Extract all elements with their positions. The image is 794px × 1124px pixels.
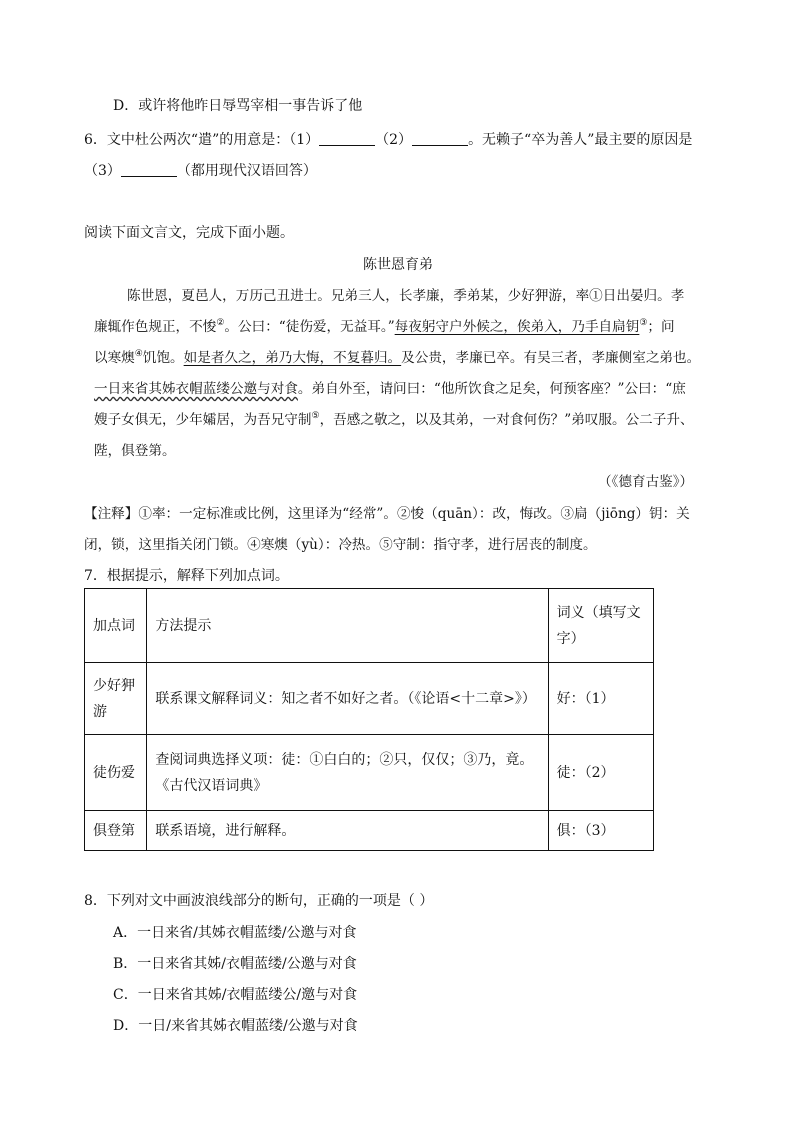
reading-instruction: 阅读下面文言文，完成下面小题。 [84, 225, 294, 241]
q7-table [84, 588, 654, 851]
passage-line-2 [94, 318, 675, 336]
word-cell: 少好狎游 [85, 663, 147, 735]
hint-cell: 联系课文解释词义：知之者不如好之者。（《论语<十二章>》） [147, 663, 548, 735]
annotation-line-2: 闭，锁，这里指关闭门锁。④寒燠（yù）：冷热。⑤守制：指守孝，进行居丧的制度。 [84, 537, 597, 553]
passage-text: ，吾感之敬之，以及其弟，一对食何伤？”弟叹服。公二子升、 [319, 412, 694, 428]
table-row [85, 735, 654, 811]
table-header-row [85, 589, 654, 663]
header-cell: 词义（填写文字） [548, 589, 653, 663]
q5-option-d: D．或许将他昨日辱骂宰相一事告诉了他 [113, 98, 363, 114]
q8-option-a[interactable]: A．一日来省/其姊衣帽蓝缕/公邀与对食 [113, 925, 357, 941]
footnote-marker: ② [216, 318, 225, 328]
meaning-cell[interactable]: 俱：（3） [548, 811, 653, 851]
q6-text-d: （3） [84, 163, 121, 179]
passage-text: 饥饱。 [142, 350, 184, 366]
annotation-line-1: 【注释】①率：一定标准或比例，这里译为“经常”。②悛（quān）：改，悔改。③扃（jiōng）钥：关 [84, 506, 690, 522]
passage-text: 及公贵，孝廉已卒。有吴三者，孝廉侧室之弟也。 [401, 350, 701, 366]
passage-title: 陈世恩育弟 [363, 257, 433, 273]
hint-cell: 查阅词典选择义项：徒：①白白的；②只，仅仅；③乃，竟。《古代汉语词典》 [147, 735, 548, 811]
q8-option-d[interactable]: D．一日/来省其姊衣帽蓝缕/公邀与对食 [113, 1018, 358, 1034]
passage-line-5 [94, 411, 694, 429]
word-cell: 徒伤爱 [85, 735, 147, 811]
passage-source: （《德育古鉴》） [598, 474, 694, 490]
passage-line-6: 陛，俱登第。 [94, 443, 176, 459]
footnote-marker: ③ [639, 318, 648, 328]
passage-line-4 [94, 380, 686, 398]
q8-option-c[interactable]: C．一日来省其姊/衣帽蓝缕公/邀与对食 [113, 987, 358, 1003]
passage-text: 以寒燠 [94, 350, 135, 366]
q6-line-2 [84, 162, 317, 180]
passage-text: 廉辄作色规正，不悛 [94, 319, 217, 335]
q6-text-c: 。无赖子“卒为善人”最主要的原因是 [468, 132, 693, 148]
passage-text: ；问 [647, 319, 675, 335]
header-cell: 方法提示 [147, 589, 548, 663]
word-cell: 俱登第 [85, 811, 147, 851]
passage-text: 。公曰：“徒伤爱，无益耳。” [224, 319, 395, 335]
q8-option-b[interactable]: B．一日来省其姊/衣帽蓝缕/公邀与对食 [113, 956, 357, 972]
passage-line-3 [94, 349, 700, 367]
hint-cell: 联系语境，进行解释。 [147, 811, 548, 851]
q6-text-a: 6．文中杜公两次“遣”的用意是：（1） [84, 132, 320, 148]
table-row [85, 663, 654, 735]
q8-stem: 8．下列对文中画波浪线部分的断句，正确的一项是（ ） [84, 893, 434, 909]
header-cell: 加点词 [85, 589, 147, 663]
passage-text: 嫂子女俱无，少年孀居，为吾兄守制 [94, 412, 312, 428]
underlined-sentence: 每夜躬守户外候之，俟弟入，乃手自扃钥 [394, 319, 640, 335]
meaning-cell[interactable]: 好：（1） [548, 663, 653, 735]
table-row [85, 811, 654, 851]
q6-line-1 [84, 131, 692, 149]
footnote-marker: ④ [134, 349, 143, 359]
wavy-underlined-sentence: 一日来省其姊衣帽蓝缕公邀与对食 [94, 381, 298, 397]
footnote-marker: ⑤ [311, 411, 320, 421]
q7-stem: 7．根据提示，解释下列加点词。 [84, 568, 289, 584]
meaning-cell[interactable]: 徒：（2） [548, 735, 653, 811]
q6-blank-2[interactable] [412, 131, 468, 146]
q6-text-b: （2） [375, 132, 413, 148]
passage-line-1: 陈世恩，夏邑人，万历己丑进士。兄弟三人，长孝廉，季弟某，少好狎游，率①日出晏归。孝 [127, 288, 685, 304]
underlined-sentence: 如是者久之，弟乃大悔，不复暮归。 [183, 350, 402, 366]
q6-text-e: （都用现代汉语回答） [176, 163, 317, 179]
q6-blank-1[interactable] [319, 131, 375, 146]
passage-text: 。弟自外至，请问曰：“他所饮食之足矣，何预客座？”公曰：“庶 [297, 381, 686, 397]
q6-blank-3[interactable] [121, 162, 177, 177]
